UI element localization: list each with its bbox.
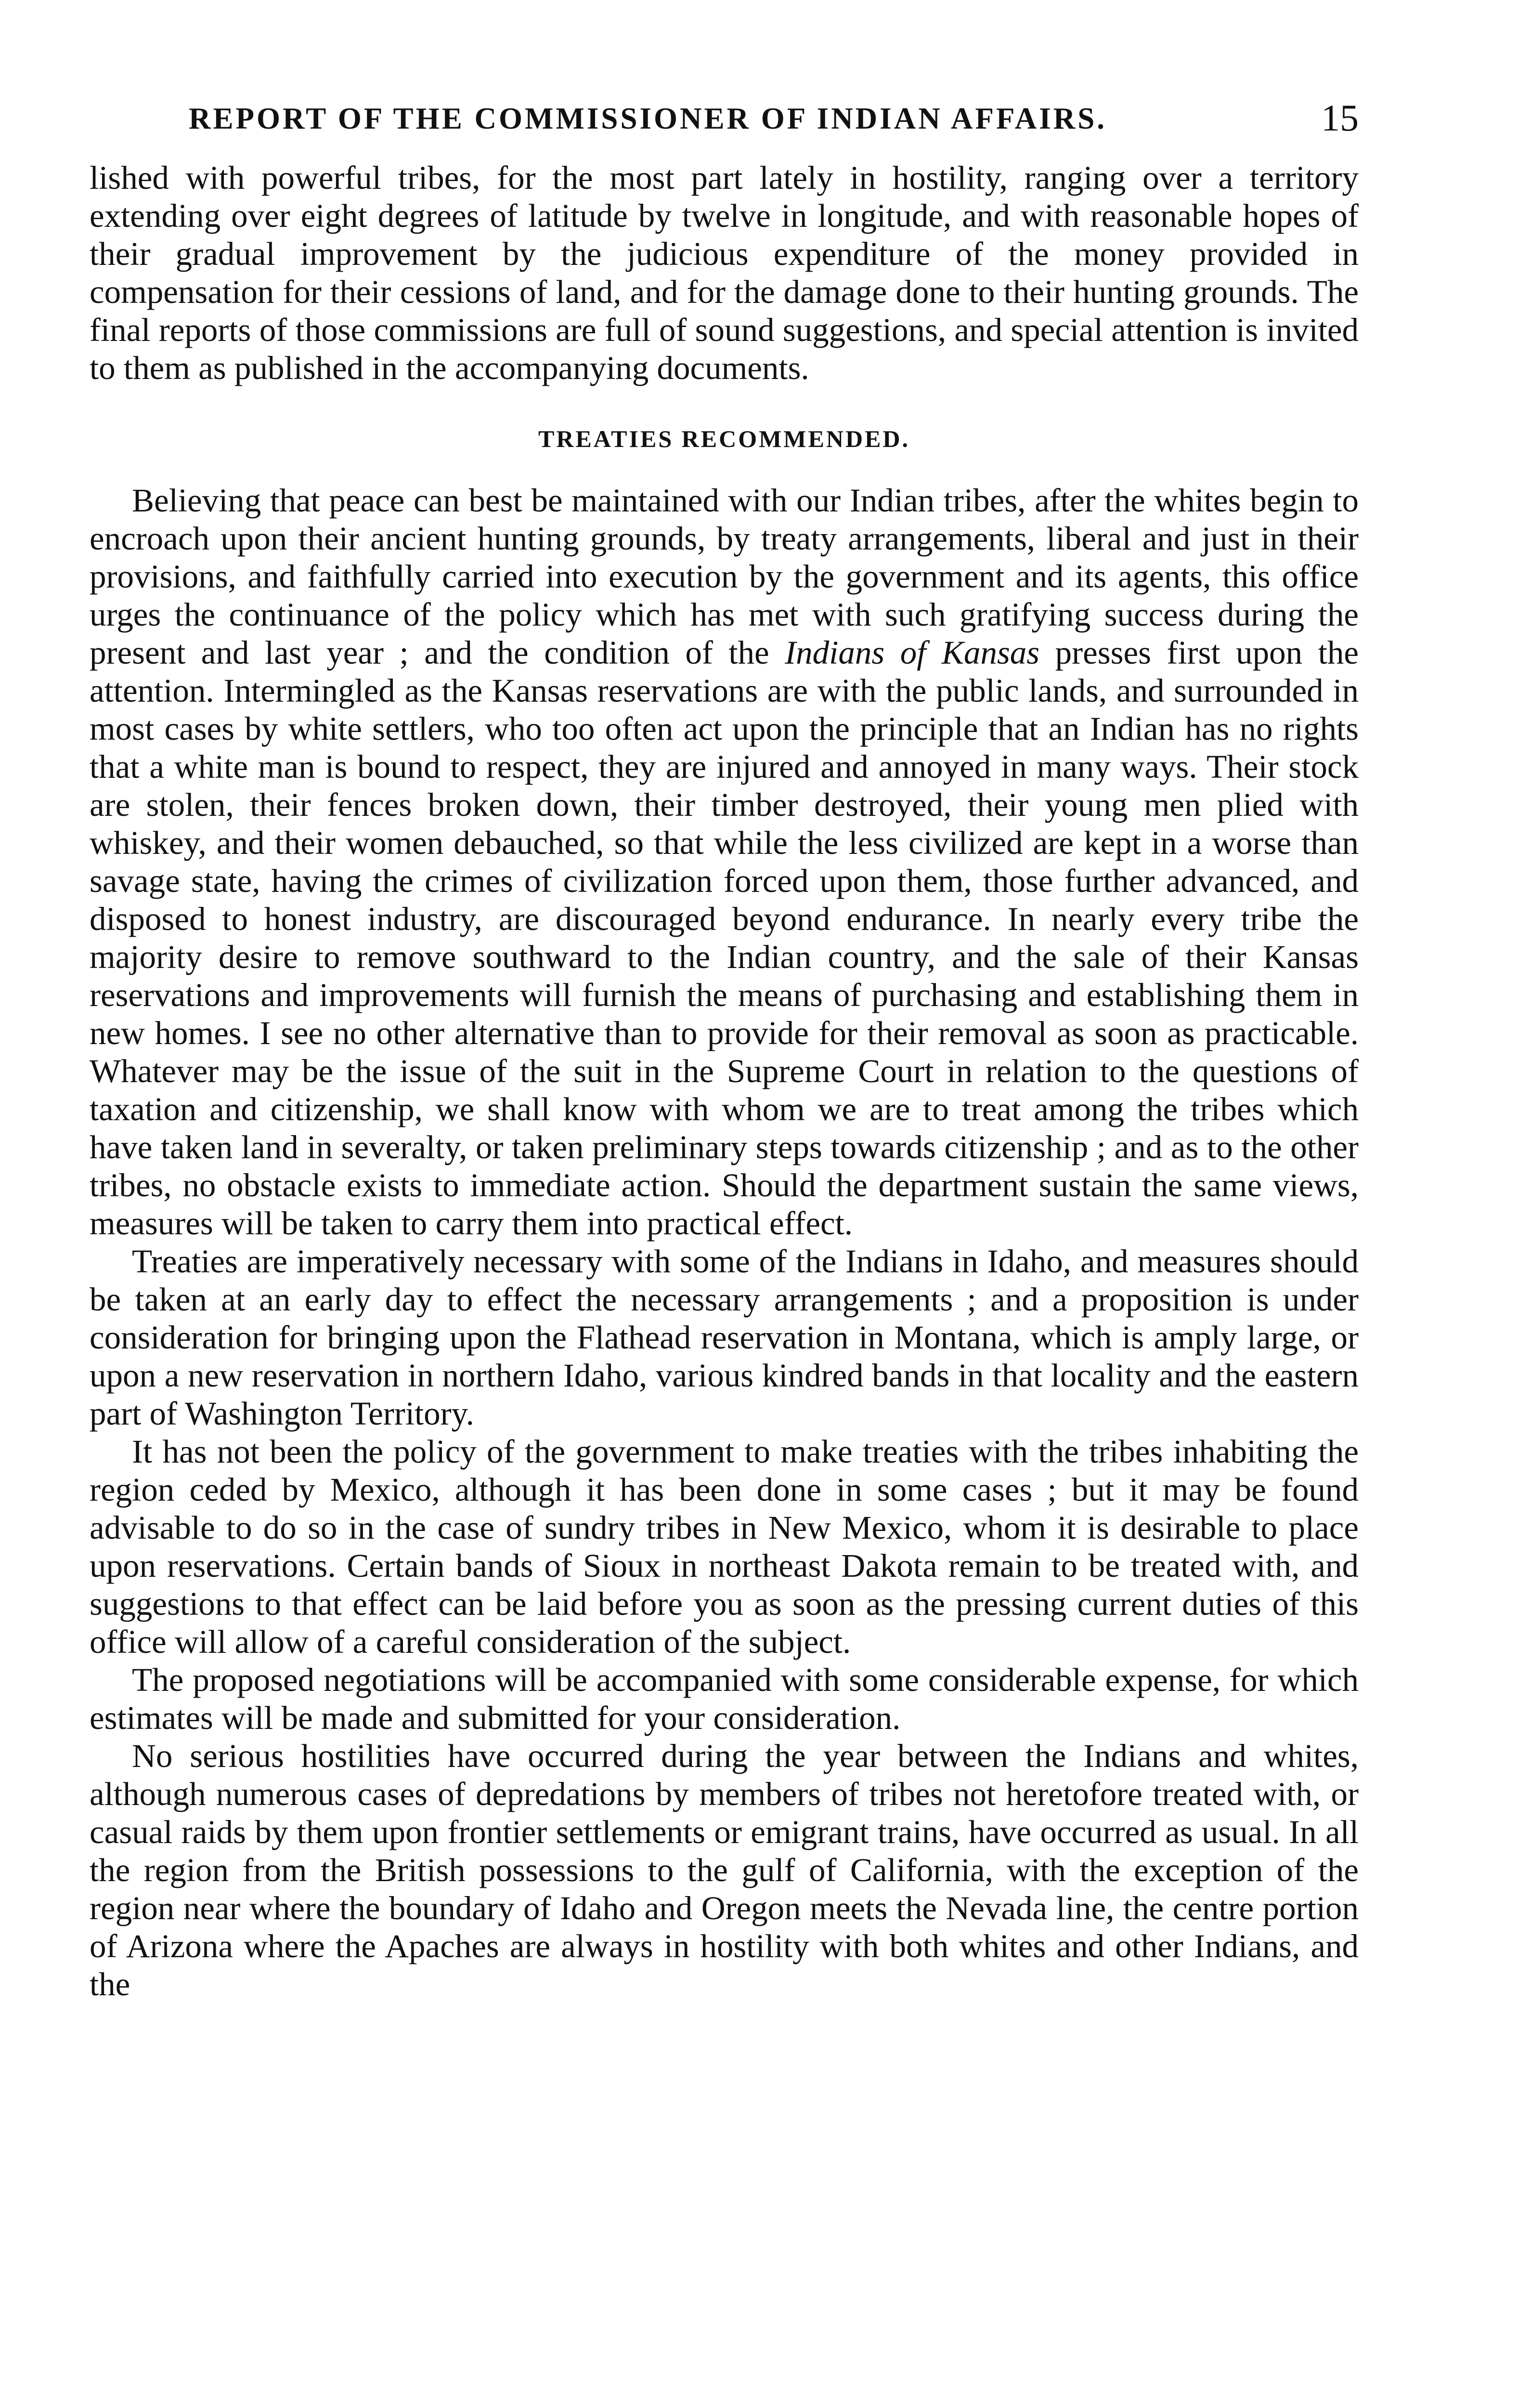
italic-phrase: Indians of Kansas bbox=[785, 634, 1040, 671]
paragraph-text-after-italic: presses first upon the attention. Intermingled as the Kansas reservations are with the public lands, and surrounded in most cases by white settlers, who too often act upon the principle that an Indian has no rights that a white man is bound to respect, they are injured and annoyed in many ways. Their stock are stolen, their fences broken down, their timber destroyed, their young men plied with whiskey, and their women debauched, so that while the less civilized are kept in a worse than savage state, having the crimes of civilization forced upon them, those further advanced, and disposed to honest industry, are discouraged beyond endurance. In nearly every tribe the majority desire to remove southward to the Indian country, and the sale of their Kansas reservations and improvements will furnish the means of purchasing and establishing them in new homes. I see no other alternative than to provide for their removal as soon as practicable. Whatever may be the issue of the suit in the Supreme Court in relation to the questions of taxation and citizenship, we shall know with whom we are to treat among the tribes which have taken land in severalty, or taken preliminary steps towards citizenship ; and as to the other tribes, no obstacle exists to immediate action. Should the department sustain the same views, measures will be taken to carry them into practical effect. bbox=[90, 634, 1359, 1242]
paragraph-hostilities: No serious hostilities have occurred during the year between the Indians and whites, although numerous cases of depredations by members of tribes not heretofore treated with, or casual raids by them upon frontier settlements or emigrant trains, have occurred as usual. In all the region from the British possessions to the gulf of California, with the exception of the region near where the boundary of Idaho and Oregon meets the Nevada line, the centre portion of Arizona where the Apaches are always in hostility with both whites and other Indians, and the bbox=[90, 1738, 1359, 2002]
page-number: 15 bbox=[1321, 97, 1359, 139]
document-page bbox=[90, 96, 1359, 2003]
paragraph-negotiation-expense: The proposed negotiations will be accompanied with some considerable expense, for which estimates will be made and submitted for your consideration. bbox=[90, 1662, 1359, 1736]
running-header bbox=[90, 96, 1359, 159]
section-heading: TREATIES RECOMMENDED. bbox=[538, 425, 910, 452]
paragraph-idaho-treaties: Treaties are imperatively necessary with some of the Indians in Idaho, and measures should be taken at an early day to effect the necessary arrangements ; and a proposition is under consideration for bringing upon the Flathead reservation in Montana, which is amply large, or upon a new reservation in northern Idaho, various kindred bands in that locality and the eastern part of Washington Territory. bbox=[90, 1243, 1359, 1432]
paragraph-text-before-italic: Believing that peace can best be maintained with our Indian tribes, after the whites begin to encroach upon their ancient hunting grounds, by treaty arrangements, liberal and just in their provisions, and faithfully carried into execution by the government and its agents, this office urges the continuance of the policy which has met with such gratifying success during the present and last year ; and the condition of the bbox=[90, 482, 1359, 671]
paragraph-mexico-region: It has not been the policy of the government to make treaties with the tribes inhabiting the region ceded by Mexico, although it has been done in some cases ; but it may be found advisable to do so in the case of sundry tribes in New Mexico, whom it is desirable to place upon reservations. Certain bands of Sioux in northeast Dakota remain to be treated with, and suggestions to that effect can be laid before you as soon as the pressing current duties of this office will allow of a careful consideration of the subject. bbox=[90, 1433, 1359, 1660]
running-title: REPORT OF THE COMMISSIONER OF INDIAN AFFAIRS. bbox=[189, 102, 1107, 135]
paragraph-treaties-kansas bbox=[90, 482, 1359, 1243]
paragraph-continuation: lished with powerful tribes, for the most part lately in hostility, ranging over a territory extending over eight degrees of latitude by twelve in longitude, and with reasonable hopes of their gradual improvement by the judicious expenditure of the money provided in compensation for their cessions of land, and for the damage done to their hunting grounds. The final reports of those commissions are full of sound suggestions, and special attention is invited to them as published in the accompanying documents. bbox=[90, 159, 1359, 386]
